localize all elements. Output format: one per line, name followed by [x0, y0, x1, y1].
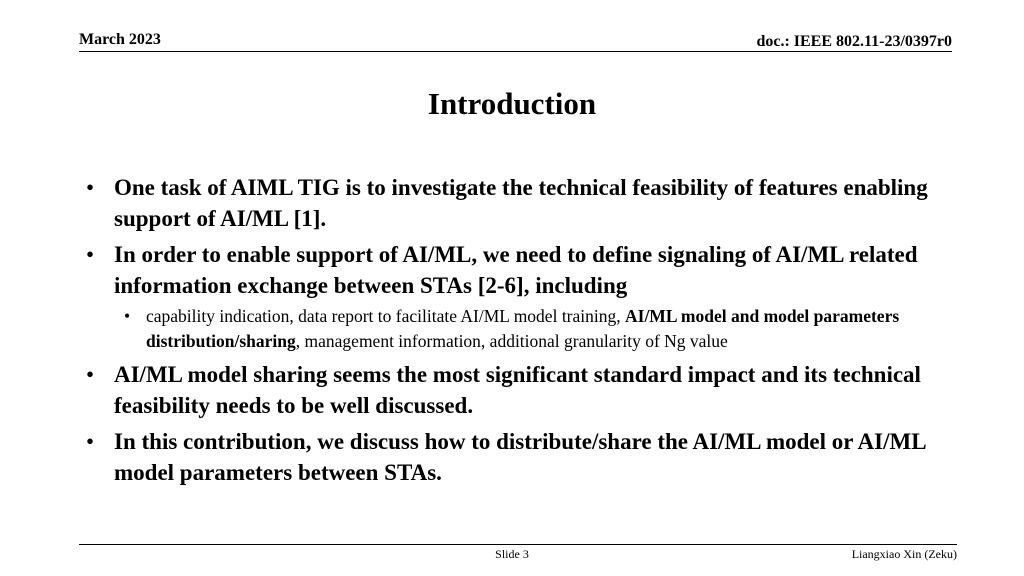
bullet-dot: • — [86, 242, 95, 267]
slide-title: Introduction — [427, 86, 597, 121]
bullet-dot: • — [86, 175, 95, 200]
bullet-item-3 — [86, 359, 956, 421]
bullet-dot: • — [86, 429, 95, 454]
footer-divider — [79, 544, 957, 545]
footer-author: Liangxiao Xin (Zeku) — [851, 547, 957, 561]
bullet-text: One task of AIML TIG is to investigate the technical feasibility of features enabling support of AI/ML [1]. — [114, 175, 928, 231]
footer-slide-number: Slide 3 — [495, 547, 529, 561]
bullet-item-4 — [86, 426, 956, 488]
header-doc-id: doc.: IEEE 802.11-23/0397r0 — [756, 33, 952, 50]
bullet-list — [86, 172, 956, 493]
sub-bullet-text-part1: capability indication, data report to facilitate AI/ML model training, — [146, 306, 625, 326]
bullet-text: AI/ML model sharing seems the most significant standard impact and its technical feasibility needs to be well discussed. — [114, 362, 921, 418]
sub-bullet-text-part3: , management information, additional granularity of Ng value — [295, 331, 728, 351]
sub-bullet-item-1 — [86, 304, 956, 354]
bullet-text: In order to enable support of AI/ML, we need to define signaling of AI/ML related information exchange between STAs [2-6], including — [114, 242, 918, 298]
sub-bullet-text-bold: AI/ML model and model parameters distribution/sharing — [146, 306, 900, 351]
bullet-dot: • — [86, 362, 95, 387]
bullet-item-1 — [86, 172, 956, 234]
header-date: March 2023 — [79, 31, 161, 48]
header-divider — [79, 51, 952, 52]
bullet-item-2 — [86, 239, 956, 301]
sub-bullet-dot: • — [124, 306, 131, 326]
bullet-text: In this contribution, we discuss how to distribute/share the AI/ML model or AI/ML model parameters between STAs. — [114, 429, 926, 485]
